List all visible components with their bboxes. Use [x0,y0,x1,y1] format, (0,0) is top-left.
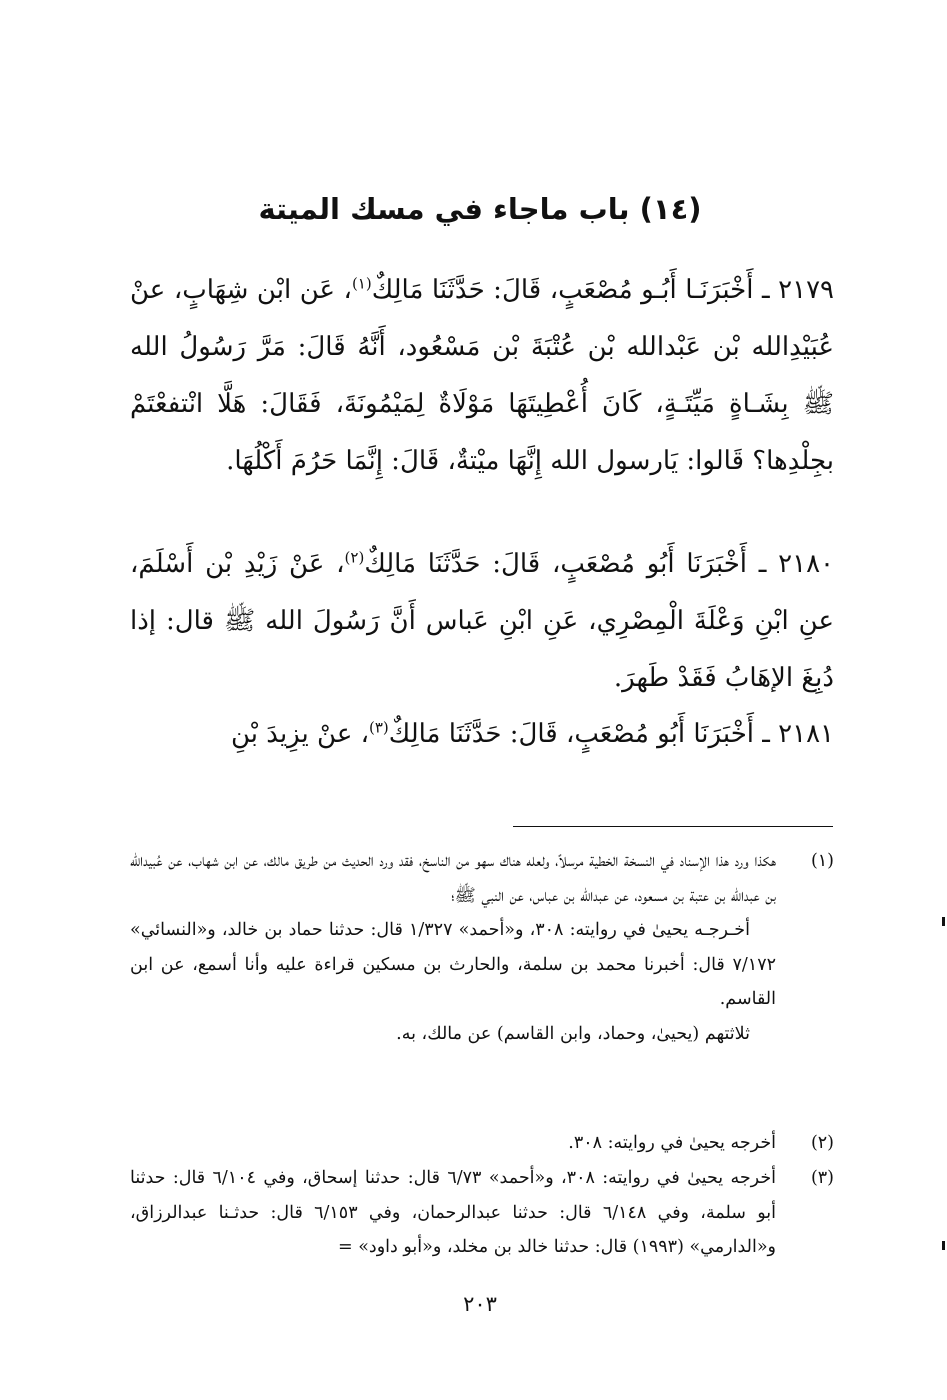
hadith-text: ، عنْ يزِيدَ بْنِ [231,719,369,749]
footnote-paragraph: أخرجه يحيىٰ في روايته: ٣٠٨، و«أحمد» ٦/٧٣ قال: حدثنا إسحاق، وفي ٦/١٠٤ قال: حدثنا أبو سلمة، وفي ٦/١٤٨ قال: حدثنا عبدالرحمان، وفي ٦/١٥٣ قال: حدثـنا عبدالرزاق، و«الدارمي» (١٩٩٣) قال: حدثنا خالد بن مخلد، و«أبو داود» = [130,1168,776,1257]
footnote-paragraph: هكذا ورد هذا الإسناد في النسخة الخطية مرسلاً، ولعله هناك سهو من الناسخ، فقد ورد الحديث من طريق مالك، عن ابن شهاب، عن عُبيدالله بن عبدالله بن عتبة بن مسعود، عن عبدالله بن عباس، عن النبي ﷺ؛ [130,851,776,906]
hadith-2181 [130,706,834,763]
footnote-paragraph: ثلاثتهم (يحيىٰ، وحماد، وابن القاسم) عن مالك، به. [396,1023,750,1044]
footnote-paragraph: أخرجه يحيىٰ في روايته: ٣٠٨. [568,1133,776,1153]
footnote-2 [130,1126,834,1161]
footnote-number: (٢) [810,1133,834,1153]
footnote-ref-3[interactable]: (٣) [369,718,389,737]
hadith-text: ، عَنْ زَيْدِ بْن أَسْلَمَ، عنِ ابْنِ وَعْلَةَ الْمِصْرِي، عَنِ ابْنِ عَباس أَنَّ رَسُولَ الله ﷺ قال: إذا دُبِغَ الإهَابُ فَقَدْ طَهرَ. [130,549,834,693]
hadith-text: ٢١٧٩ ـ أَخْبَرَنَـا أَبُـو مُصْعَبٍ، قَالَ: حَدَّثَنَا مَالِكٌ [371,275,835,305]
footnote-separator [513,826,833,827]
footnote-3 [130,1161,834,1265]
hadith-text: ٢١٨٠ ـ أَخْبَرَنَا أَبُو مُصْعَبٍ، قَالَ: حَدَّثَنَا مَالِكٌ [364,549,834,579]
hadith-text: ، عَن ابْن شِهَابٍ، عنْ عُبَيْدِالله بْن عَبْدالله بْن عُتْبَةَ بْن مَسْعُود، أَنَّهُ قَالَ: مَرَّ رَسُولُ الله ﷺ بِشَـاةٍ مَيِّتَـةٍ، كَانَ أُعْطِيتَهَا مَوْلَاةٌ لِمَيْمُونَةَ، فَقَالَ: هَلَّا انْتفعْتَمْ بجِلْدِها؟ قَالوا: يَارسول الله إِنَّهَا ميْتةٌ، قَالَ: إِنَّمَا حَرُمَ أَكْلُهَا. [130,275,834,476]
footnote-paragraph: أخـرجـه يحيىٰ في روايته: ٣٠٨، و«أحمد» ١/٣٢٧ قال: حدثنا حماد بن خالد، و«النسائي» ٧/١٧٢ قال: أخبرنا محمد بن سلمة، والحارث بن مسكين قراءة عليه وأنا أسمع، عن ابن القاسم. [130,920,776,1009]
footnote-1 [130,844,834,1051]
page-number: ٢٠٣ [463,1292,497,1316]
chapter-title: (١٤) باب ماجاء في مسك الميتة [258,192,702,226]
footnote-ref-1[interactable]: (١) [351,274,372,293]
hadith-2180 [130,536,834,707]
footnote-number: (١) [810,851,834,871]
footnote-number: (٣) [810,1168,834,1188]
hadith-2179 [130,262,834,490]
footnote-body [130,1161,776,1265]
margin-mark [942,917,945,926]
footnote-body [130,844,776,1051]
hadith-text: ٢١٨١ ـ أَخْبَرَنَا أَبُو مُصْعَبٍ، قَالَ: حَدَّثَنَا مَالِكٌ [388,719,834,749]
footnote-body [130,1126,776,1161]
margin-mark [942,1241,945,1250]
footnote-ref-2[interactable]: (٢) [344,548,365,567]
